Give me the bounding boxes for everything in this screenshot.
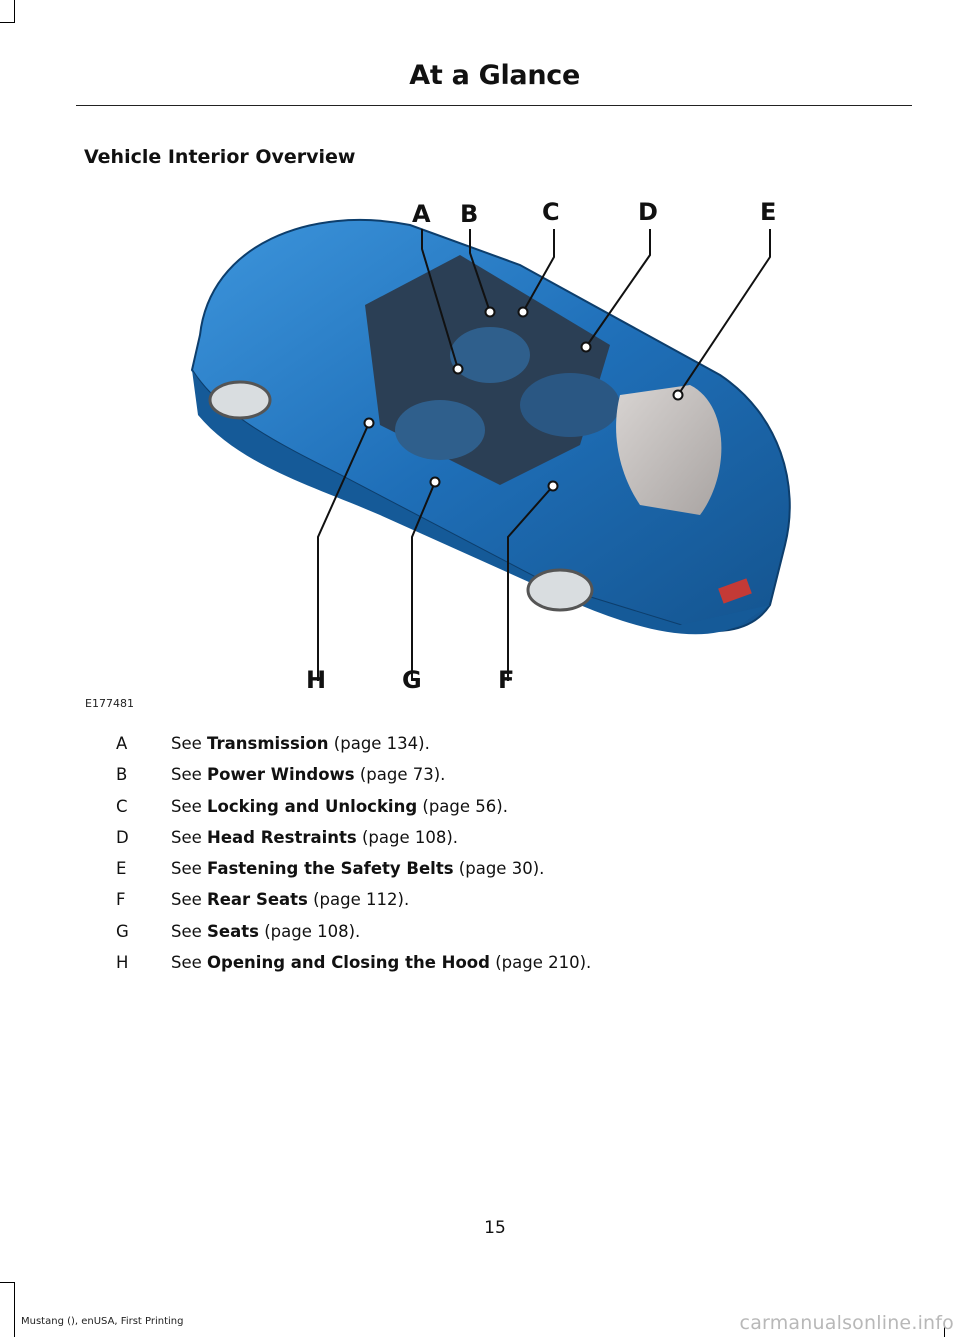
legend-item bbox=[100, 765, 860, 796]
legend-item bbox=[100, 734, 860, 765]
callout-e-label: E bbox=[760, 198, 777, 226]
legend-page-ref: (page 210). bbox=[489, 953, 592, 973]
rear-seat bbox=[520, 373, 620, 437]
crop-mark-top-left-v bbox=[14, 0, 15, 22]
legend-letter: D bbox=[116, 827, 129, 847]
crop-mark-bottom-left-h bbox=[0, 1282, 15, 1283]
legend-page-ref: (page 108). bbox=[258, 921, 361, 941]
callout-a-label: A bbox=[412, 200, 431, 228]
callout-b-label: B bbox=[460, 200, 479, 228]
callout-g-label: G bbox=[402, 666, 422, 694]
legend-item bbox=[100, 922, 860, 953]
front-seat-left bbox=[395, 400, 485, 460]
legend-topic-link[interactable]: Locking and Unlocking bbox=[207, 796, 418, 816]
legend-prefix: See bbox=[171, 890, 208, 910]
legend-prefix: See bbox=[171, 734, 208, 753]
legend-topic-link[interactable]: Head Restraints bbox=[207, 827, 357, 847]
legend-page-ref: (page 108). bbox=[356, 827, 459, 847]
legend-letter: B bbox=[116, 765, 128, 785]
legend-item bbox=[100, 828, 860, 859]
legend-page-ref: (page 56). bbox=[417, 796, 508, 816]
legend-prefix: See bbox=[171, 796, 208, 816]
legend-topic-link[interactable]: Power Windows bbox=[207, 765, 355, 785]
watermark: carmanualsonline.info bbox=[739, 1312, 954, 1334]
legend-letter: C bbox=[116, 796, 128, 816]
header-divider bbox=[76, 105, 912, 106]
car-illustration bbox=[80, 185, 920, 715]
front-seat-right bbox=[450, 327, 530, 383]
page-header-title: At a Glance bbox=[409, 60, 580, 91]
legend-letter: H bbox=[116, 953, 129, 973]
legend-topic-link[interactable]: Transmission bbox=[207, 734, 329, 753]
legend-item bbox=[100, 859, 860, 890]
legend-topic-link[interactable]: Rear Seats bbox=[207, 890, 308, 910]
legend-item bbox=[100, 890, 860, 921]
page-footer: Mustang (), enUSA, First Printing bbox=[21, 1316, 184, 1327]
legend-topic-link[interactable]: Seats bbox=[207, 921, 259, 941]
legend-topic-link[interactable]: Opening and Closing the Hood bbox=[207, 953, 490, 973]
callout-legend bbox=[100, 734, 860, 984]
legend-page-ref: (page 73). bbox=[354, 765, 446, 785]
callout-h-label: H bbox=[306, 666, 327, 694]
legend-letter: A bbox=[116, 734, 128, 753]
page-number: 15 bbox=[484, 1218, 506, 1238]
section-title: Vehicle Interior Overview bbox=[84, 146, 356, 168]
legend-prefix: See bbox=[171, 827, 208, 847]
crop-mark-top-left-h bbox=[0, 22, 15, 23]
legend-prefix: See bbox=[171, 859, 208, 879]
front-wheel bbox=[210, 382, 270, 418]
legend-letter: F bbox=[116, 890, 126, 910]
callout-c-label: C bbox=[542, 198, 560, 226]
figure-id: E177481 bbox=[85, 697, 134, 710]
legend-page-ref: (page 112). bbox=[307, 890, 410, 910]
legend-item bbox=[100, 797, 860, 828]
legend-prefix: See bbox=[171, 765, 208, 785]
legend-topic-link[interactable]: Fastening the Safety Belts bbox=[207, 859, 454, 879]
legend-letter: E bbox=[116, 859, 127, 879]
callout-d-label: D bbox=[638, 198, 658, 226]
callout-f-label: F bbox=[498, 666, 515, 694]
crop-mark-bottom-left-v bbox=[14, 1282, 15, 1337]
legend-letter: G bbox=[116, 921, 129, 941]
vehicle-interior-figure bbox=[80, 185, 920, 715]
legend-item bbox=[100, 953, 860, 984]
legend-page-ref: (page 30). bbox=[453, 859, 545, 879]
legend-prefix: See bbox=[171, 953, 208, 973]
legend-prefix: See bbox=[171, 921, 208, 941]
legend-page-ref: (page 134). bbox=[328, 734, 430, 753]
rear-wheel bbox=[528, 570, 592, 610]
